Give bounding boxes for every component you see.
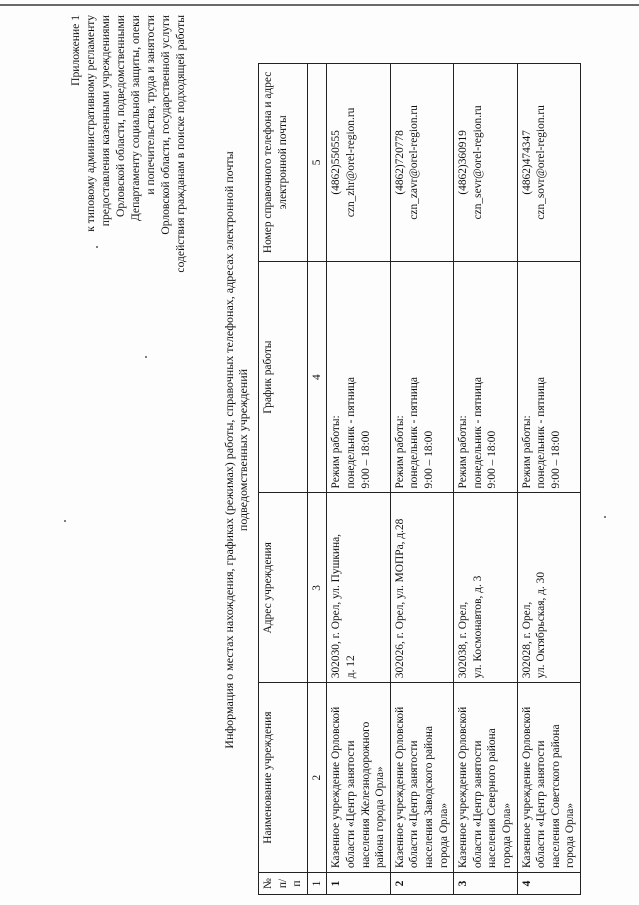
name-line: города Орла» (500, 802, 513, 869)
institution-contacts (454, 64, 517, 262)
institution-contacts (517, 64, 580, 262)
schedule-line: Режим работы: (457, 415, 470, 489)
name-line: области «Центр занятости (344, 740, 357, 869)
name-line: города Орла» (437, 802, 450, 869)
caption-line-2: подведомственных учреждений (236, 368, 250, 532)
schedule-line: 9:00 – 18:00 (422, 430, 435, 489)
table-header-row (259, 64, 308, 895)
address-line: 302030, г. Орел, ул. Пушкина, (330, 534, 343, 679)
institution-contacts (327, 64, 390, 262)
appendix-line: Орловской области, государственной услуги (159, 15, 172, 235)
name-line: населения Железнодорожного (359, 721, 372, 869)
institution-contacts (390, 64, 453, 262)
phone-number: (4862)360919 (457, 130, 470, 195)
name-line: города Орла» (564, 802, 577, 869)
address-line: ул. Космонавтов, д. 3 (471, 575, 484, 679)
scan-speck (64, 520, 66, 522)
header-name: Наименование учреждения (259, 683, 308, 873)
institution-address (327, 493, 390, 683)
email-address: czn_sovr@orel-region.ru (535, 105, 548, 220)
institution-address (390, 493, 453, 683)
email-address: czn_zhr@orel-region.ru (344, 107, 357, 218)
institution-schedule (454, 261, 517, 493)
schedule-line: Режим работы: (330, 415, 343, 489)
schedule-line: Режим работы: (520, 415, 533, 489)
name-line: Казенное учреждение Орловской (330, 706, 343, 869)
scan-speck (145, 356, 147, 358)
address-line: 302038, г. Орел, (457, 601, 470, 679)
schedule-line: понедельник - пятница (535, 377, 548, 489)
appendix-line: Департаменту социальной защиты, опеки (129, 15, 142, 222)
col-number: 3 (307, 493, 327, 683)
address-line: д. 12 (344, 655, 357, 679)
name-line: области «Центр занятости (408, 740, 421, 869)
institution-address (454, 493, 517, 683)
column-number-row (307, 64, 327, 895)
header-number: № п/п (259, 873, 308, 895)
appendix-header (68, 15, 188, 320)
col-number: 5 (307, 64, 327, 262)
schedule-line: понедельник - пятница (344, 377, 357, 489)
institution-address (517, 493, 580, 683)
schedule-line: 9:00 – 18:00 (486, 430, 499, 489)
header-contacts: Номер справочного телефона и адрес электронной почты (259, 64, 308, 262)
name-line: Казенное учреждение Орловской (393, 706, 406, 869)
name-line: населения Северного района (486, 728, 499, 869)
institutions-table (258, 63, 581, 895)
name-line: района города Орла» (374, 766, 387, 869)
address-line: ул. Октябрьская, д. 30 (535, 571, 548, 679)
col-number: 2 (307, 683, 327, 873)
institution-name (517, 683, 580, 873)
schedule-line: понедельник - пятница (471, 377, 484, 489)
name-line: области «Центр занятости (471, 740, 484, 869)
col-number: 4 (307, 261, 327, 493)
schedule-line: понедельник - пятница (408, 377, 421, 489)
institution-name (390, 683, 453, 873)
table-row (517, 64, 580, 895)
table-row (390, 64, 453, 895)
name-line: населения Советского района (549, 724, 562, 869)
row-number: 4 (517, 873, 580, 895)
scan-speck (96, 246, 98, 248)
appendix-line: содействия гражданам в поиске подходящей работы (174, 15, 187, 273)
col-number: 1 (307, 873, 327, 895)
name-line: населения Заводского района (422, 726, 435, 869)
institution-name (327, 683, 390, 873)
row-number: 2 (390, 873, 453, 895)
appendix-line: предоставления казенными учреждениями (99, 15, 112, 227)
appendix-line: Приложение 1 (69, 15, 82, 86)
scan-speck (604, 516, 606, 518)
caption-line-1: Информация о местах нахождения, графиках (режимах) работы, справочных телефонах, адресах электронной почты (222, 151, 236, 749)
name-line: области «Центр занятости (535, 740, 548, 869)
address-line: 302028, г. Орел, (520, 601, 533, 679)
appendix-line: и попечительства, труда и занятости (144, 15, 157, 195)
email-address: czn_zavr@orel-region.ru (408, 105, 421, 220)
document-caption (222, 35, 250, 865)
schedule-line: Режим работы: (393, 415, 406, 489)
phone-number: (4862)474347 (520, 130, 533, 195)
row-number: 3 (454, 873, 517, 895)
name-line: Казенное учреждение Орловской (457, 706, 470, 869)
header-schedule: График работы (259, 261, 308, 493)
table-row (454, 64, 517, 895)
table-row (327, 64, 390, 895)
email-address: czn_sevr@orel-region.ru (471, 105, 484, 220)
schedule-line: 9:00 – 18:00 (359, 430, 372, 489)
institution-schedule (517, 261, 580, 493)
appendix-line: к типовому административному регламенту (84, 15, 97, 232)
address-line: 302026, г. Орел, ул. МОПРа, д.28 (393, 518, 406, 679)
phone-number: (4862)720778 (393, 130, 406, 195)
institution-name (454, 683, 517, 873)
row-number: 1 (327, 873, 390, 895)
institution-schedule (390, 261, 453, 493)
appendix-line: Орловской области, подведомственными (114, 15, 127, 217)
phone-number: (4862)550555 (330, 130, 343, 195)
institution-schedule (327, 261, 390, 493)
header-address: Адрес учреждения (259, 493, 308, 683)
schedule-line: 9:00 – 18:00 (549, 430, 562, 489)
name-line: Казенное учреждение Орловской (520, 706, 533, 869)
